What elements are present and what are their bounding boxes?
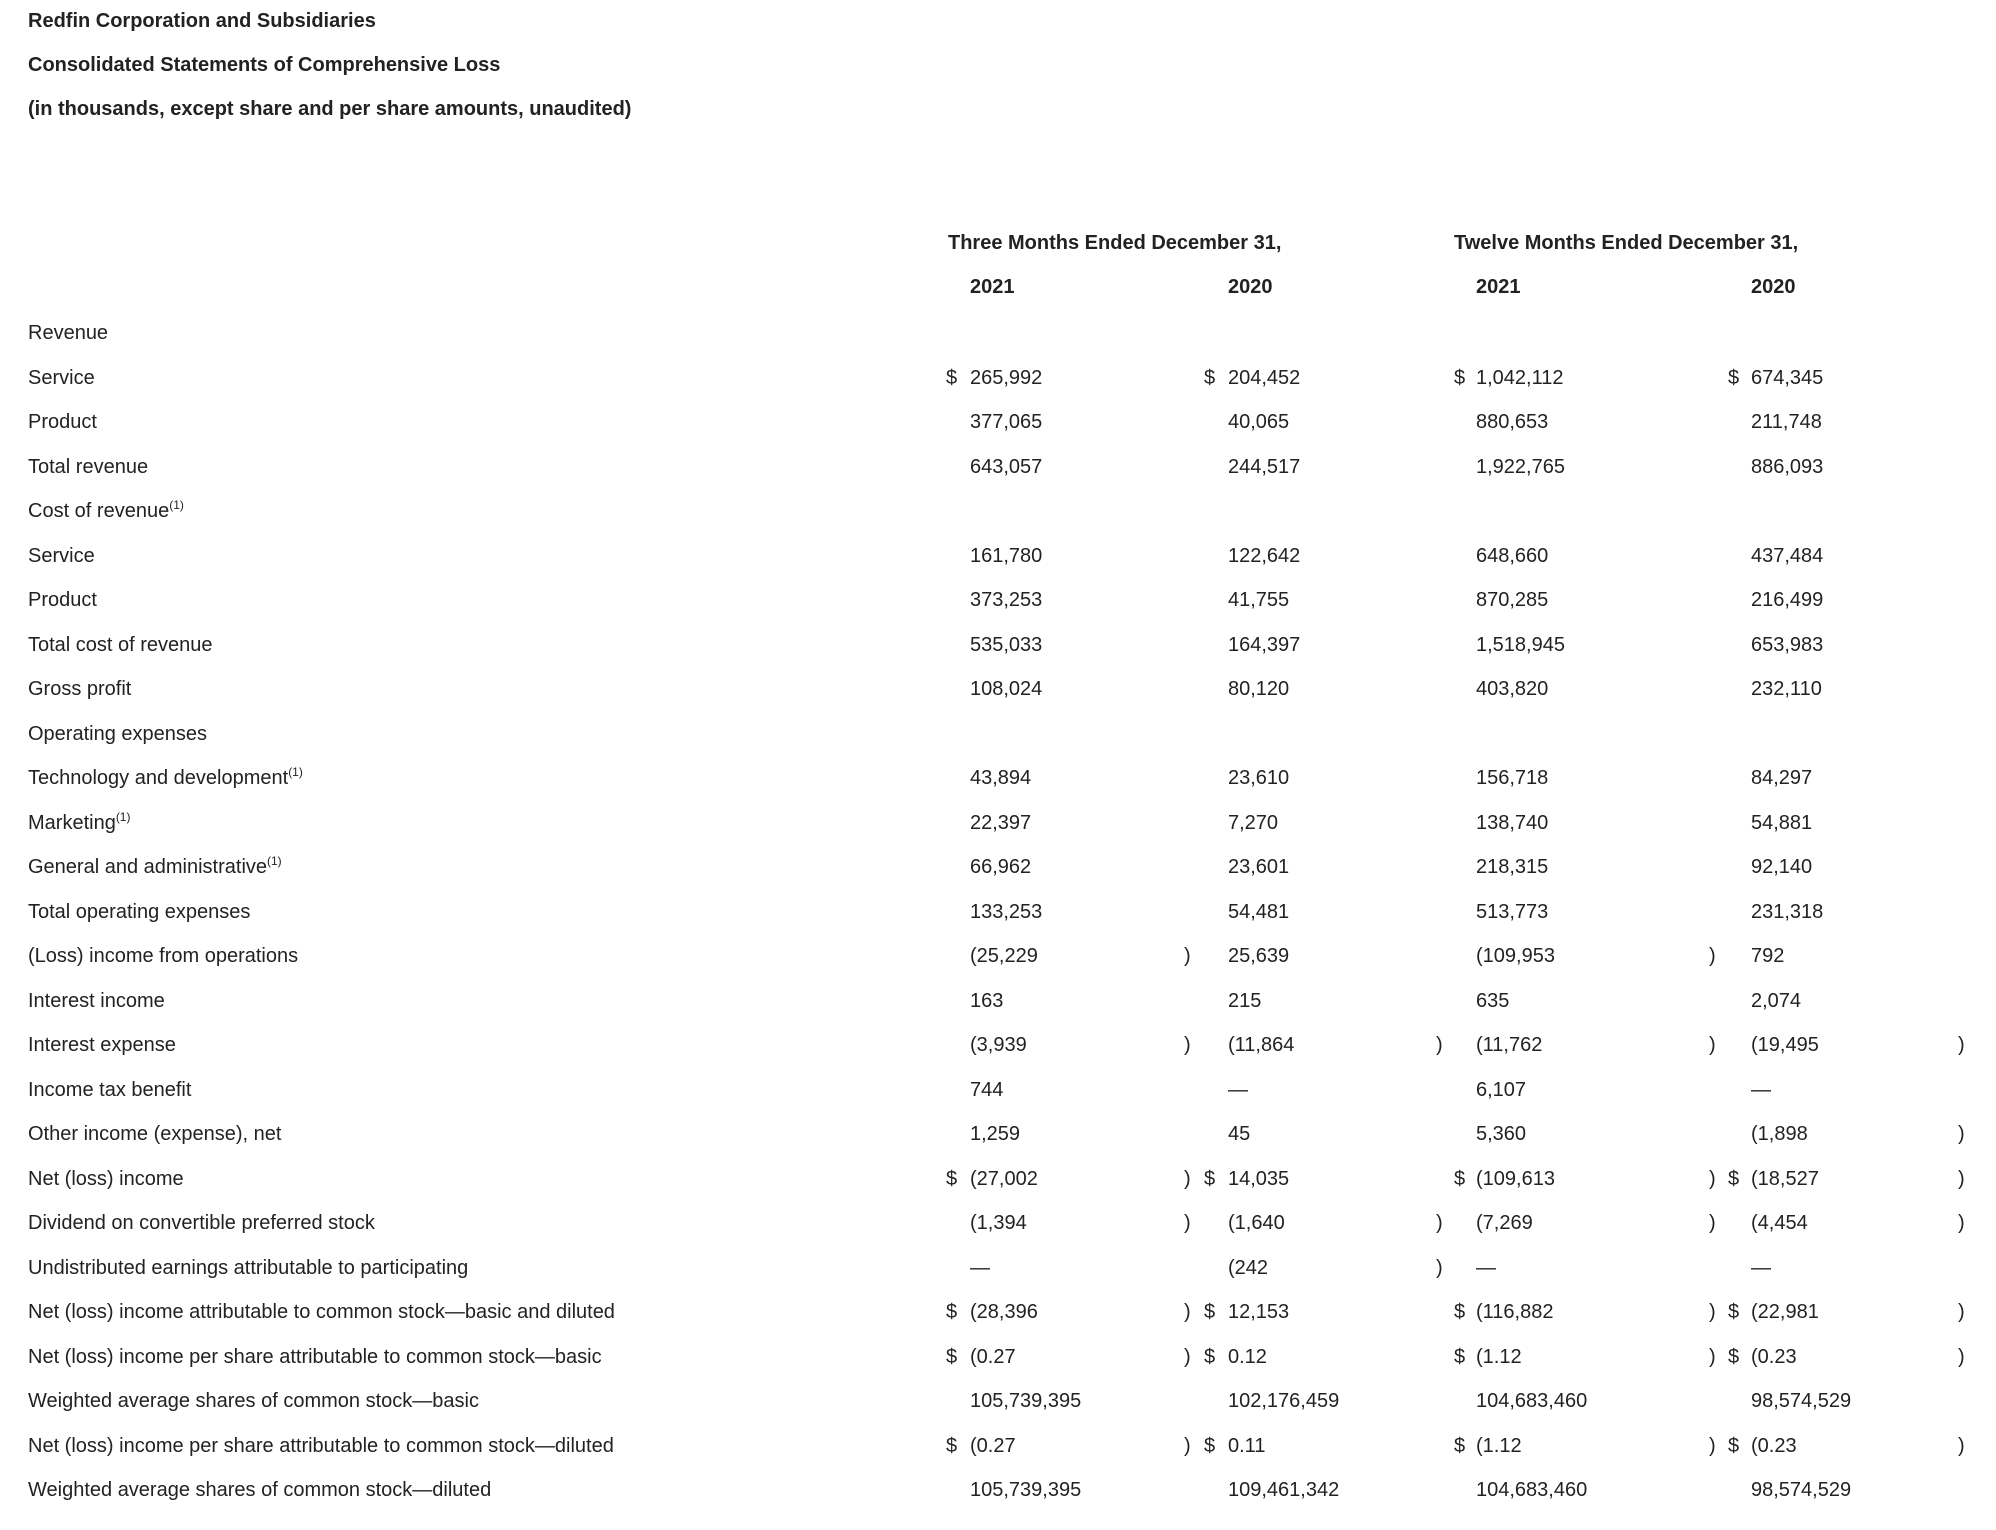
currency-symbol: $ [946, 1345, 958, 1368]
table-row [0, 1168, 1996, 1208]
row-label [28, 678, 131, 701]
table-row [0, 1257, 1996, 1297]
value-cell: (27,002 [970, 1167, 1038, 1190]
value-cell: 215 [1228, 989, 1262, 1012]
value-cell: 14,035 [1228, 1167, 1290, 1190]
currency-symbol: $ [946, 366, 958, 389]
closing-paren: ) [1184, 1034, 1191, 1056]
row-label [28, 1123, 281, 1146]
value-cell: (0.23 [1751, 1345, 1797, 1368]
value-cell: (0.27 [970, 1345, 1016, 1368]
currency-symbol: $ [1204, 1167, 1216, 1190]
row-label [28, 1034, 176, 1057]
value-cell: (0.27 [970, 1434, 1016, 1457]
value-cell: 163 [970, 989, 1004, 1012]
table-row [0, 545, 1996, 585]
table-row [0, 1301, 1996, 1341]
value-cell: 156,718 [1476, 767, 1549, 789]
row-label-text: Total cost of revenue [28, 633, 213, 656]
table-row [0, 411, 1996, 451]
value-cell: (7,269 [1476, 1212, 1533, 1234]
value-cell: (28,396 [970, 1301, 1038, 1323]
row-label [28, 809, 131, 835]
closing-paren: ) [1184, 1434, 1191, 1457]
row-label [28, 589, 97, 612]
value-cell: — [970, 1256, 990, 1279]
row-label [28, 1301, 615, 1324]
currency-symbol: $ [1728, 1345, 1740, 1368]
row-label-text: Net (loss) income attributable to common stock—basic and diluted [28, 1301, 615, 1323]
value-cell: 244,517 [1228, 455, 1301, 478]
row-label-text: Service [28, 544, 95, 567]
row-label-text: Revenue [28, 322, 109, 344]
row-label-text: Total operating expenses [28, 900, 251, 923]
value-cell: 513,773 [1476, 900, 1549, 923]
value-cell: (0.23 [1751, 1434, 1797, 1457]
value-cell: 6,107 [1476, 1078, 1527, 1101]
row-label [28, 990, 165, 1013]
table-row [0, 367, 1996, 407]
table-row [0, 1479, 1996, 1519]
value-cell: 161,780 [970, 544, 1043, 567]
value-cell: 92,140 [1751, 856, 1813, 878]
row-label-text: Income tax benefit [28, 1078, 192, 1101]
table-row [0, 1346, 1996, 1386]
currency-symbol: $ [1728, 1167, 1740, 1190]
footnote-marker: (1) [267, 854, 282, 868]
table-row [0, 1079, 1996, 1119]
year-header-y-2021: 2021 [1476, 276, 1521, 298]
currency-symbol: $ [946, 1434, 958, 1457]
value-cell: 265,992 [970, 366, 1043, 389]
currency-symbol: $ [1728, 366, 1740, 389]
value-cell: 792 [1751, 945, 1785, 967]
value-cell: 2,074 [1751, 989, 1802, 1012]
row-label [28, 856, 282, 879]
table-row [0, 1034, 1996, 1074]
row-label [28, 901, 250, 924]
value-cell: 104,683,460 [1476, 1479, 1588, 1501]
value-cell: — [1751, 1078, 1771, 1101]
value-cell: (3,939 [970, 1034, 1027, 1056]
value-cell: (1,394 [970, 1212, 1027, 1234]
value-cell: 231,318 [1751, 900, 1824, 923]
row-label-text: Net (loss) income per share attributable to common stock—diluted [28, 1434, 614, 1457]
value-cell: 5,360 [1476, 1123, 1527, 1145]
twelve-months-header: Twelve Months Ended December 31, [1454, 232, 1799, 254]
row-label-text: Other income (expense), net [28, 1123, 282, 1145]
value-cell: 218,315 [1476, 856, 1549, 878]
row-label-text: Net (loss) income per share attributable to common stock—basic [28, 1345, 602, 1368]
row-label [28, 1435, 614, 1458]
closing-paren: ) [1958, 1123, 1965, 1145]
value-cell: 674,345 [1751, 366, 1824, 389]
row-label [28, 411, 97, 434]
value-cell: 25,639 [1228, 945, 1290, 967]
value-cell: 80,120 [1228, 678, 1290, 700]
row-label [28, 1168, 184, 1191]
value-cell: (25,229 [970, 945, 1038, 967]
row-label [28, 500, 184, 523]
value-cell: (4,454 [1751, 1212, 1808, 1234]
value-cell: 66,962 [970, 856, 1032, 878]
row-label-text: (Loss) income from operations [28, 945, 299, 967]
table-row [0, 856, 1996, 896]
currency-symbol: $ [1728, 1434, 1740, 1457]
closing-paren: ) [1709, 1434, 1716, 1457]
footnote-marker: (1) [169, 498, 184, 512]
value-cell: 43,894 [970, 767, 1032, 789]
value-cell: (1.12 [1476, 1345, 1522, 1368]
value-cell: (109,953 [1476, 945, 1555, 967]
company-name: Redfin Corporation and Subsidiaries [28, 10, 376, 32]
row-label-text: Undistributed earnings attributable to participating [28, 1256, 469, 1279]
currency-symbol: $ [1454, 1167, 1466, 1190]
currency-symbol: $ [1454, 1434, 1466, 1457]
row-label [28, 456, 148, 479]
value-cell: 12,153 [1228, 1301, 1290, 1323]
value-cell: 886,093 [1751, 455, 1824, 478]
row-label-text: Technology and development [28, 767, 289, 789]
year-header-y-2020: 2020 [1751, 276, 1796, 298]
closing-paren: ) [1709, 1034, 1716, 1056]
closing-paren: ) [1958, 1434, 1965, 1457]
row-label-text: Product [28, 411, 97, 433]
row-label-text: Weighted average shares of common stock—diluted [28, 1479, 492, 1501]
value-cell: 377,065 [970, 411, 1043, 433]
closing-paren: ) [1709, 1345, 1716, 1368]
value-cell: 437,484 [1751, 544, 1824, 567]
three-months-header: Three Months Ended December 31, [948, 232, 1282, 254]
row-label [28, 1257, 468, 1280]
value-cell: 7,270 [1228, 811, 1279, 834]
value-cell: 1,042,112 [1476, 366, 1564, 389]
row-label-text: Dividend on convertible preferred stock [28, 1212, 375, 1234]
row-label-text: Weighted average shares of common stock—basic [28, 1390, 479, 1412]
currency-symbol: $ [1454, 366, 1466, 389]
value-cell: 643,057 [970, 455, 1043, 478]
row-label-text: Net (loss) income [28, 1167, 184, 1190]
closing-paren: ) [1958, 1301, 1965, 1323]
value-cell: 109,461,342 [1228, 1479, 1340, 1501]
value-cell: 211,748 [1751, 411, 1822, 433]
closing-paren: ) [1709, 945, 1716, 967]
row-label [28, 322, 108, 345]
value-cell: (109,613 [1476, 1167, 1555, 1190]
row-label-text: Service [28, 366, 95, 389]
row-label [28, 634, 213, 657]
table-row [0, 456, 1996, 496]
closing-paren: ) [1184, 945, 1191, 967]
currency-symbol: $ [1454, 1345, 1466, 1368]
value-cell: 403,820 [1476, 678, 1549, 700]
value-cell: 104,683,460 [1476, 1390, 1588, 1412]
value-cell: 122,642 [1228, 544, 1301, 567]
value-cell: 54,481 [1228, 900, 1290, 923]
closing-paren: ) [1184, 1345, 1191, 1368]
year-header-q-2020: 2020 [1228, 276, 1273, 298]
value-cell: 41,755 [1228, 589, 1290, 611]
value-cell: 98,574,529 [1751, 1479, 1852, 1501]
value-cell: (116,882 [1476, 1301, 1554, 1323]
row-label [28, 545, 95, 568]
currency-symbol: $ [1204, 1345, 1216, 1368]
value-cell: 133,253 [970, 900, 1043, 923]
table-row [0, 1390, 1996, 1430]
currency-symbol: $ [1728, 1301, 1740, 1323]
row-label [28, 1390, 479, 1413]
value-cell: (11,864 [1228, 1034, 1295, 1056]
value-cell: 232,110 [1751, 678, 1822, 700]
value-cell: 1,259 [970, 1123, 1021, 1145]
value-cell: 22,397 [970, 811, 1032, 834]
year-header-q-2021: 2021 [970, 276, 1015, 298]
value-cell: 1,518,945 [1476, 633, 1565, 656]
closing-paren: ) [1958, 1212, 1965, 1234]
value-cell: 216,499 [1751, 589, 1824, 611]
value-cell: 138,740 [1476, 811, 1549, 834]
row-label-text: Gross profit [28, 678, 132, 700]
table-row [0, 1212, 1996, 1252]
value-cell: 535,033 [970, 633, 1043, 656]
closing-paren: ) [1184, 1167, 1191, 1190]
row-label [28, 767, 303, 790]
value-cell: 40,065 [1228, 411, 1290, 433]
closing-paren: ) [1709, 1301, 1716, 1323]
row-label [28, 1079, 191, 1102]
units-note: (in thousands, except share and per share amounts, unaudited) [28, 98, 632, 120]
table-row [0, 589, 1996, 629]
value-cell: 98,574,529 [1751, 1390, 1852, 1412]
closing-paren: ) [1436, 1212, 1443, 1234]
value-cell: 105,739,395 [970, 1390, 1082, 1412]
currency-symbol: $ [1454, 1301, 1466, 1323]
row-label [28, 1212, 375, 1235]
value-cell: 105,739,395 [970, 1479, 1082, 1501]
value-cell: 1,922,765 [1476, 455, 1565, 478]
currency-symbol: $ [1204, 1434, 1216, 1457]
closing-paren: ) [1184, 1301, 1191, 1323]
closing-paren: ) [1958, 1345, 1965, 1368]
closing-paren: ) [1436, 1256, 1443, 1279]
row-label-text: Operating expenses [28, 722, 208, 745]
value-cell: 0.12 [1228, 1345, 1267, 1368]
value-cell: 653,983 [1751, 633, 1824, 656]
closing-paren: ) [1184, 1212, 1191, 1234]
table-row [0, 809, 1996, 852]
statement-title: Consolidated Statements of Comprehensive Loss [28, 54, 501, 76]
value-cell: (18,527 [1751, 1167, 1819, 1190]
row-label [28, 1479, 491, 1502]
value-cell: 870,285 [1476, 589, 1549, 611]
value-cell: 204,452 [1228, 366, 1301, 389]
value-cell: (242 [1228, 1256, 1269, 1279]
value-cell: 648,660 [1476, 544, 1549, 567]
value-cell: (22,981 [1751, 1301, 1819, 1323]
row-label-text: General and administrative [28, 856, 268, 878]
table-row [0, 678, 1996, 718]
table-row [0, 767, 1996, 807]
value-cell: — [1751, 1256, 1771, 1279]
currency-symbol: $ [1204, 1301, 1216, 1323]
table-row [0, 322, 1996, 362]
row-label [28, 1346, 602, 1369]
value-cell: 744 [970, 1078, 1004, 1101]
closing-paren: ) [1958, 1034, 1965, 1056]
value-cell: — [1228, 1078, 1248, 1101]
value-cell: 54,881 [1751, 811, 1813, 834]
row-label-text: Marketing [28, 811, 116, 834]
table-row [0, 723, 1996, 763]
table-row [0, 1123, 1996, 1163]
table-row [0, 1435, 1996, 1475]
table-row [0, 945, 1996, 985]
closing-paren: ) [1709, 1167, 1716, 1190]
value-cell: (1,640 [1228, 1212, 1285, 1234]
value-cell: 880,653 [1476, 411, 1549, 433]
value-cell: 102,176,459 [1228, 1390, 1340, 1412]
row-label-text: Interest income [28, 989, 165, 1012]
closing-paren: ) [1436, 1034, 1443, 1056]
value-cell: 373,253 [970, 589, 1043, 611]
value-cell: (19,495 [1751, 1034, 1819, 1056]
row-label [28, 945, 298, 968]
row-label [28, 723, 207, 746]
table-row [0, 990, 1996, 1030]
value-cell: 108,024 [970, 678, 1043, 700]
value-cell: 45 [1228, 1123, 1251, 1145]
row-label-text: Total revenue [28, 455, 149, 478]
closing-paren: ) [1958, 1167, 1965, 1190]
table-row [0, 901, 1996, 941]
currency-symbol: $ [1204, 366, 1216, 389]
footnote-marker: (1) [288, 765, 303, 779]
currency-symbol: $ [946, 1301, 958, 1323]
value-cell: (1,898 [1751, 1123, 1808, 1145]
table-row [0, 500, 1996, 540]
row-label-text: Interest expense [28, 1034, 176, 1056]
row-label-text: Cost of revenue [28, 500, 170, 522]
value-cell: (1.12 [1476, 1434, 1522, 1457]
value-cell: 164,397 [1228, 633, 1301, 656]
value-cell: 23,610 [1228, 767, 1290, 789]
value-cell: — [1476, 1256, 1496, 1279]
value-cell: 0.11 [1228, 1434, 1266, 1457]
footnote-marker: (1) [115, 809, 131, 824]
row-label [28, 367, 95, 390]
value-cell: 84,297 [1751, 767, 1813, 789]
value-cell: 635 [1476, 989, 1510, 1012]
closing-paren: ) [1709, 1212, 1716, 1234]
value-cell: (11,762 [1476, 1034, 1543, 1056]
currency-symbol: $ [946, 1167, 958, 1190]
value-cell: 23,601 [1228, 856, 1290, 878]
table-row [0, 634, 1996, 674]
row-label-text: Product [28, 589, 97, 611]
